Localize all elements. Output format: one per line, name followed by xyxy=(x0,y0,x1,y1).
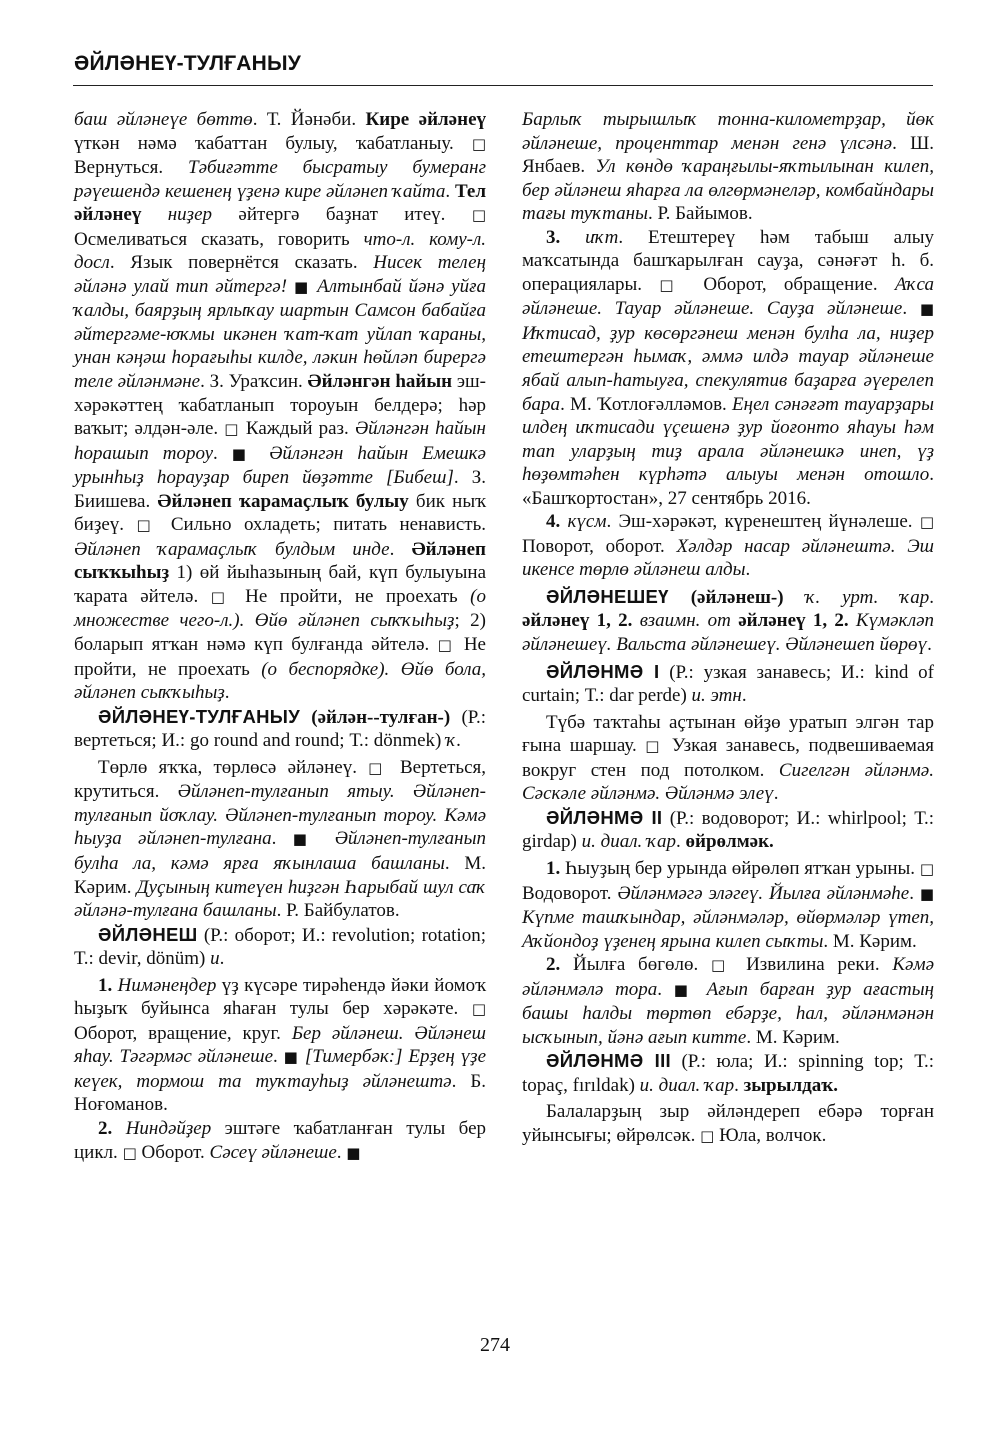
dictionary-entry-headword-paragraph xyxy=(74,923,486,971)
italic-example: Сигелгән әйләнмә. Сәскәле әйләнмә. Әйләнмә элеү xyxy=(522,759,934,805)
text-run: Каждый раз. xyxy=(239,418,355,440)
text-run: Извилина реки. xyxy=(733,954,893,976)
dictionary-paragraph xyxy=(74,974,486,1117)
text-run: Поворот, оборот. xyxy=(522,535,677,557)
text-run: Йылға бөгөлө. xyxy=(560,954,712,976)
text-run: Балаларҙың зыр әйләндереп ебәрә торған уйынсығы; өйрөлсәк. xyxy=(522,1101,934,1146)
text-run: . xyxy=(219,948,225,970)
translation-marker-icon: □ xyxy=(122,1143,137,1162)
italic-example: Әйләнмәгә эләгеү. Йылға әйләнмәһе xyxy=(617,882,910,904)
italic-example: Әйләнгән һайын һорашып тороу xyxy=(74,418,486,464)
bold-phrase: (әйлән--тулған-) xyxy=(311,706,451,728)
text-run xyxy=(560,227,585,248)
translation-marker-icon: □ xyxy=(645,737,664,756)
text-run xyxy=(318,828,334,849)
text-run: Не пройти, не проехать xyxy=(74,634,486,680)
italic-example: и. этн xyxy=(691,685,742,707)
italic-example: күсм xyxy=(567,511,607,533)
dictionary-paragraph xyxy=(74,108,486,705)
text-run: Һыуҙың бер урында өйрөлөп ятҡан урыны. xyxy=(560,857,920,879)
text-run: . З. Биишева. xyxy=(74,467,486,512)
text-run: . xyxy=(741,685,747,707)
bold-phrase: 1. xyxy=(98,974,113,996)
bold-phrase: Кире әйләнеү xyxy=(365,109,486,130)
bold-phrase: Тел әйләнеү xyxy=(74,180,487,226)
text-run: . xyxy=(224,682,230,704)
text-run: әйтергә баҙнат итеү. xyxy=(212,204,472,226)
headword: ӘЙЛӘНЕШЕҮ xyxy=(546,585,669,607)
text-run: . Эш-хәрәкәт, күренештең йүнәлеше. xyxy=(606,511,920,533)
dictionary-paragraph xyxy=(522,711,934,806)
text-run: . xyxy=(909,882,920,904)
italic-example: что-л. кому-л. досл xyxy=(74,228,486,274)
italic-example: Әйләнеп ҡарамаҫлыҡ булдым инде xyxy=(74,538,390,560)
text-run: . Етештереү һәм табыш алыу маҡсатында башҡарылған сауҙа, сәнәғәт һ. б. операциялары. xyxy=(522,226,934,295)
text-run xyxy=(560,511,567,532)
header-rule xyxy=(73,85,933,86)
running-head: ӘЙЛӘНЕҮ-ТУЛҒАНЫУ xyxy=(74,52,302,75)
italic-example: Тәбиғәтте бысратыу бумеранг рәүешендә кешенең үҙенә кире әйләнеп ҡайта xyxy=(74,157,486,202)
italic-example: ҡ xyxy=(446,730,457,752)
italic-example: и. диал. ҡар xyxy=(581,831,677,853)
italic-example: Нисек телең әйләнә улай тип әйтергә! xyxy=(74,252,486,297)
translation-marker-icon: □ xyxy=(437,636,456,655)
text-run: . xyxy=(657,978,674,1000)
bold-phrase: 2. xyxy=(98,1117,113,1139)
text-run: Узкая занавесь, подвешиваемая вокруг стен под потолком. xyxy=(522,735,935,781)
quotation-marker-icon: ■ xyxy=(293,277,311,296)
dictionary-entry-headword-paragraph xyxy=(522,585,934,657)
italic-example: и. диал. ҡар xyxy=(639,1074,735,1096)
bold-phrase: Әйләнгән һайын xyxy=(307,371,453,393)
text-run: бик ныҡ биҙеү. xyxy=(74,490,486,536)
left-column xyxy=(74,108,486,1165)
italic-example: иҡт xyxy=(585,226,619,248)
italic-example: Сәсеү әйләнеше xyxy=(209,1141,337,1163)
text-run: . xyxy=(929,586,935,608)
text-run: Водоворот. xyxy=(522,882,618,904)
translation-marker-icon: □ xyxy=(210,587,233,606)
italic-example: Кәмә әйләнмәлә тора xyxy=(522,954,934,1000)
dictionary-paragraph xyxy=(522,226,934,511)
text-run: . xyxy=(773,783,779,805)
translation-marker-icon: □ xyxy=(471,1000,486,1019)
text-run: . М. Кәрим. xyxy=(746,1026,840,1048)
text-run: . З. Ураҡсин. xyxy=(200,371,308,393)
dictionary-entry-headword-paragraph xyxy=(522,806,934,854)
translation-marker-icon: □ xyxy=(659,275,687,294)
text-run: (Р.: узкая занавесь; И.: kind of curtain; Т.: dar perde) xyxy=(522,661,934,707)
text-run: . xyxy=(745,559,751,581)
translation-marker-icon: □ xyxy=(711,956,734,975)
translation-marker-icon: □ xyxy=(471,206,486,225)
italic-example: ниҙер xyxy=(167,204,213,226)
text-run: үҙ күсәре тирәһендә йәки йомоҡ һыҙыҡ буйынса яһаған тулы бер хәрәкәте. xyxy=(74,974,486,1020)
text-run xyxy=(112,1118,125,1139)
text-run: . «Башҡортостан», 27 сентябрь 2016. xyxy=(522,464,934,509)
text-run: Юла, волчок. xyxy=(714,1124,827,1146)
quotation-marker-icon: ■ xyxy=(919,884,934,903)
italic-example: (о беспорядке). Өйө бола, әйләнеп сыҡҡыһыҙ xyxy=(74,658,486,704)
text-run: . Р. Байбулатов. xyxy=(276,900,400,922)
translation-marker-icon: □ xyxy=(368,758,389,777)
quotation-marker-icon: ■ xyxy=(673,980,695,999)
bold-phrase: әйләнеү 1, 2. xyxy=(522,610,633,632)
text-run: Не пройти, не проехать xyxy=(232,585,471,607)
text-run: . М. Кәрим. xyxy=(823,930,917,952)
translation-marker-icon: □ xyxy=(700,1126,715,1145)
text-run xyxy=(141,204,167,225)
text-run: . xyxy=(734,1074,744,1096)
italic-example: Хәлдәр насар әйләнештә. Эш икенсе төрлө әйләнеш алды xyxy=(522,535,935,581)
italic-example: Әйләнгән һайын Емешкә урынһыҙ һорауҙар биреп йөҙәтте [Бибеш] xyxy=(74,442,486,489)
text-run: . Б. Ноғоманов. xyxy=(74,1070,486,1116)
text-run: (Р.: оборот; И.: revolution; rotation; Т.: devir, dönüm) xyxy=(74,924,486,970)
italic-example: Әйләнеп-тулғанып ятыу. Әйләнеп-тулғанып йоҡлау. Әйләнеп-тулғанып тороу. Кәмә һыуҙа әйләнеп-тулғана xyxy=(74,781,487,850)
italic-example: Әйләнеп-тулғанып булһа ла, кәмә ярға яҡынлаша башланы xyxy=(74,828,486,874)
italic-example: Нимәнеңдер xyxy=(117,974,217,996)
text-run xyxy=(255,443,269,464)
italic-example: Еңел сәнәғәт тауарҙары илдең иҡтисади үҫешенә ҙур йоғонто яһауы һәм тап уларҙың тиҙ арала әйләнешкә инеп, үҙ һөҙөмтәһен күрһәтә алыуы менән отошло xyxy=(522,393,935,486)
italic-example: Барлыҡ тырышлыҡ тонна-километрҙар, йөк әйләнеше, проценттар менән генә үлсәнә xyxy=(522,109,934,154)
text-run xyxy=(287,276,294,297)
text-run: . Р. Байымов. xyxy=(647,203,753,225)
text-run: . xyxy=(271,828,293,850)
italic-example: Күпме ташҡындар, әйләнмәләр, өйөрмәләр үтеп, Аҡйондоҙ үҙенең ярына килеп сыҡты xyxy=(522,907,934,952)
quotation-marker-icon: ■ xyxy=(919,300,934,319)
italic-example: и xyxy=(210,948,220,970)
text-run: . Ш. Янбаев. xyxy=(522,132,934,178)
bold-phrase: Әйләнеп сыҡҡыһыҙ xyxy=(74,538,486,584)
text-run: . xyxy=(336,1141,347,1163)
dictionary-paragraph xyxy=(522,1100,934,1148)
text-run: . xyxy=(445,180,455,202)
italic-example: ҡ. урт. ҡар xyxy=(805,586,930,608)
dictionary-paragraph xyxy=(74,1117,486,1165)
text-run: . xyxy=(456,730,461,752)
headword: ӘЙЛӘНМӘ II xyxy=(546,806,663,828)
text-run xyxy=(695,979,707,1000)
dictionary-entry-headword-paragraph xyxy=(522,1049,934,1097)
dictionary-entry-headword-paragraph xyxy=(74,705,486,753)
italic-example: Ниндәйҙер xyxy=(125,1117,212,1139)
bold-phrase: (әйләнеш-) xyxy=(690,586,784,608)
italic-example: Ул көндө ҡараңғылы-яҡтылынан килеп, бер әйләнеш яһарға ла өлгөрмәнеләр, комбайндары тағы туҡтаны xyxy=(522,156,934,225)
quotation-marker-icon: ■ xyxy=(292,830,319,849)
italic-example: Алтынбай йәнә уйға ҡалды, баярҙың ярлыҡау шартын Самсон бабайға әйтергәме-юҡмы икәнен ҡат-ҡат уйлап ҡараны, унан кәңәш һорағыһы килде, ләкин һөйләп бирергә теле әйләнмәне xyxy=(74,275,487,393)
text-run: Вертеться, крутиться. xyxy=(74,756,486,803)
text-run: эштәге ҡабатланған тулы бер цикл. xyxy=(74,1117,486,1163)
italic-example: Иҡтисад, ҙур көсөргәнеш менән булһа ла, ниҙер етештергән һымаҡ, әммә илдә тауар әйләнеше ябай алып-һатыуға, спекулятив баҙарға әүерелеп бара xyxy=(522,322,934,415)
text-run: Вернуться. xyxy=(74,157,188,179)
bold-phrase: 2. xyxy=(546,954,561,976)
bold-phrase: зырылдаҡ. xyxy=(743,1074,838,1096)
text-run: . xyxy=(213,442,232,464)
text-run: (Р.: вертеться; И.: go round and round; Т.: dönmek) xyxy=(74,706,486,752)
italic-example: взаимн. от xyxy=(639,610,731,632)
italic-example: [Тимербәк:] Ерҙең үҙе кеүек, тормош та туҡтауһыҙ әйләнештә xyxy=(74,1046,487,1092)
translation-marker-icon: □ xyxy=(919,859,934,878)
text-run: Оборот. xyxy=(136,1141,210,1163)
headword: ӘЙЛӘНЕШ xyxy=(98,923,198,945)
translation-marker-icon: □ xyxy=(471,134,486,153)
quotation-marker-icon: ■ xyxy=(283,1048,299,1067)
dictionary-entry-headword-paragraph xyxy=(522,660,934,708)
text-run: Түбә таҡтаһы аҫтынан өйҙө уратып элгән тар ғына шаршау. xyxy=(522,711,934,757)
bold-phrase: Әйләнеп ҡарамаҫлыҡ булыу xyxy=(157,490,409,512)
text-run: . xyxy=(676,831,686,853)
bold-phrase: 3. xyxy=(546,226,561,248)
headword: ӘЙЛӘНМӘ III xyxy=(546,1050,671,1072)
dictionary-paragraph xyxy=(74,756,486,923)
bold-phrase: 1. xyxy=(546,857,561,879)
dictionary-paragraph xyxy=(522,510,934,582)
italic-example: Бер әйләнеш. Әйләнеш яһау. Тәгәрмәс әйләнеше xyxy=(74,1022,486,1068)
italic-example: баш әйләнеүе бөттө xyxy=(74,109,253,130)
text-run: Сильно охладеть; питать ненависть. xyxy=(158,514,486,536)
text-run: ; 2) боларып ятҡан нәмә күп булғанда әйтелә. xyxy=(74,610,487,656)
text-run: (Р.: водоворот; И.: whirlpool; Т.: girdap) xyxy=(522,807,934,853)
text-run: 1) өй йыһазының бай, күп булыуына ҡарата әйтелә. xyxy=(74,562,486,607)
headword: ӘЙЛӘНЕҮ-ТУЛҒАНЫУ xyxy=(98,705,301,727)
bold-phrase: өйрөлмәк. xyxy=(685,831,774,853)
bold-phrase: 4. xyxy=(546,511,561,533)
headword: ӘЙЛӘНМӘ I xyxy=(546,660,660,682)
text-run xyxy=(784,587,806,608)
text-run: Оборот, обращение. xyxy=(686,273,895,295)
right-column xyxy=(522,108,934,1149)
text-run xyxy=(632,610,639,631)
italic-example: Дуҫының китеүен һиҙгән Һарыбай шул саҡ әйләнә-тулғана башланы xyxy=(74,876,486,922)
text-run: . Язык повернётся сказать. xyxy=(109,252,374,274)
translation-marker-icon: □ xyxy=(136,516,159,535)
bold-phrase: әйләнеү 1, 2. xyxy=(738,610,849,632)
text-run xyxy=(849,610,856,631)
text-run: . xyxy=(902,298,920,320)
text-run: эш-хәрәкәттең ҡабатланып тороуын белдерә; һәр ваҡыт; әлдән-әле. xyxy=(74,371,486,440)
italic-example: Ағып барған ҙур ағастың башы һалды төртөп ебәрҙе, һал, әйләнмәнән ысҡынып, йәнә ағып китте xyxy=(522,978,934,1048)
text-run: . xyxy=(927,634,932,656)
dictionary-paragraph xyxy=(522,857,934,953)
translation-marker-icon: □ xyxy=(919,513,934,532)
italic-example: Аҡса әйләнеше. Тауар әйләнеше. Сауҙа әйләнеше xyxy=(522,273,934,320)
dictionary-paragraph xyxy=(522,108,934,226)
page-number: 274 xyxy=(480,1334,510,1356)
dictionary-paragraph xyxy=(522,953,934,1049)
text-run: . xyxy=(273,1046,284,1068)
text-run xyxy=(669,587,691,608)
text-run: (Р.: юла; И.: spinning top; Т.: topaç, fırıldak) xyxy=(522,1051,934,1096)
text-run: Оборот, вращение, круг. xyxy=(74,1022,292,1044)
text-run: . xyxy=(389,538,412,560)
quotation-marker-icon: ■ xyxy=(231,444,256,463)
quotation-marker-icon: ■ xyxy=(346,1143,361,1162)
text-run: . Т. Йәнәби. xyxy=(252,109,366,130)
text-run xyxy=(300,707,311,728)
text-run: . М. Ҡотлоғәлләмов. xyxy=(560,393,733,415)
text-run: . М. Кәрим. xyxy=(74,852,486,898)
text-run: үткән нәмә ҡабаттан булыу, ҡабатланыу. xyxy=(74,132,472,154)
italic-example: (о множестве чего-л.). Өйө әйләнеп сыҡҡыһыҙ xyxy=(74,585,486,632)
italic-example: Күмәкләп әйләнешеү. Вальста әйләнешеү. Әйләнешеп йөрөү xyxy=(522,610,935,656)
text-run: Осмеливаться сказать, говорить xyxy=(74,228,364,250)
text-run: Төрлө яҡҡа, төрлөсә әйләнеү. xyxy=(98,756,369,778)
translation-marker-icon: □ xyxy=(224,420,240,439)
